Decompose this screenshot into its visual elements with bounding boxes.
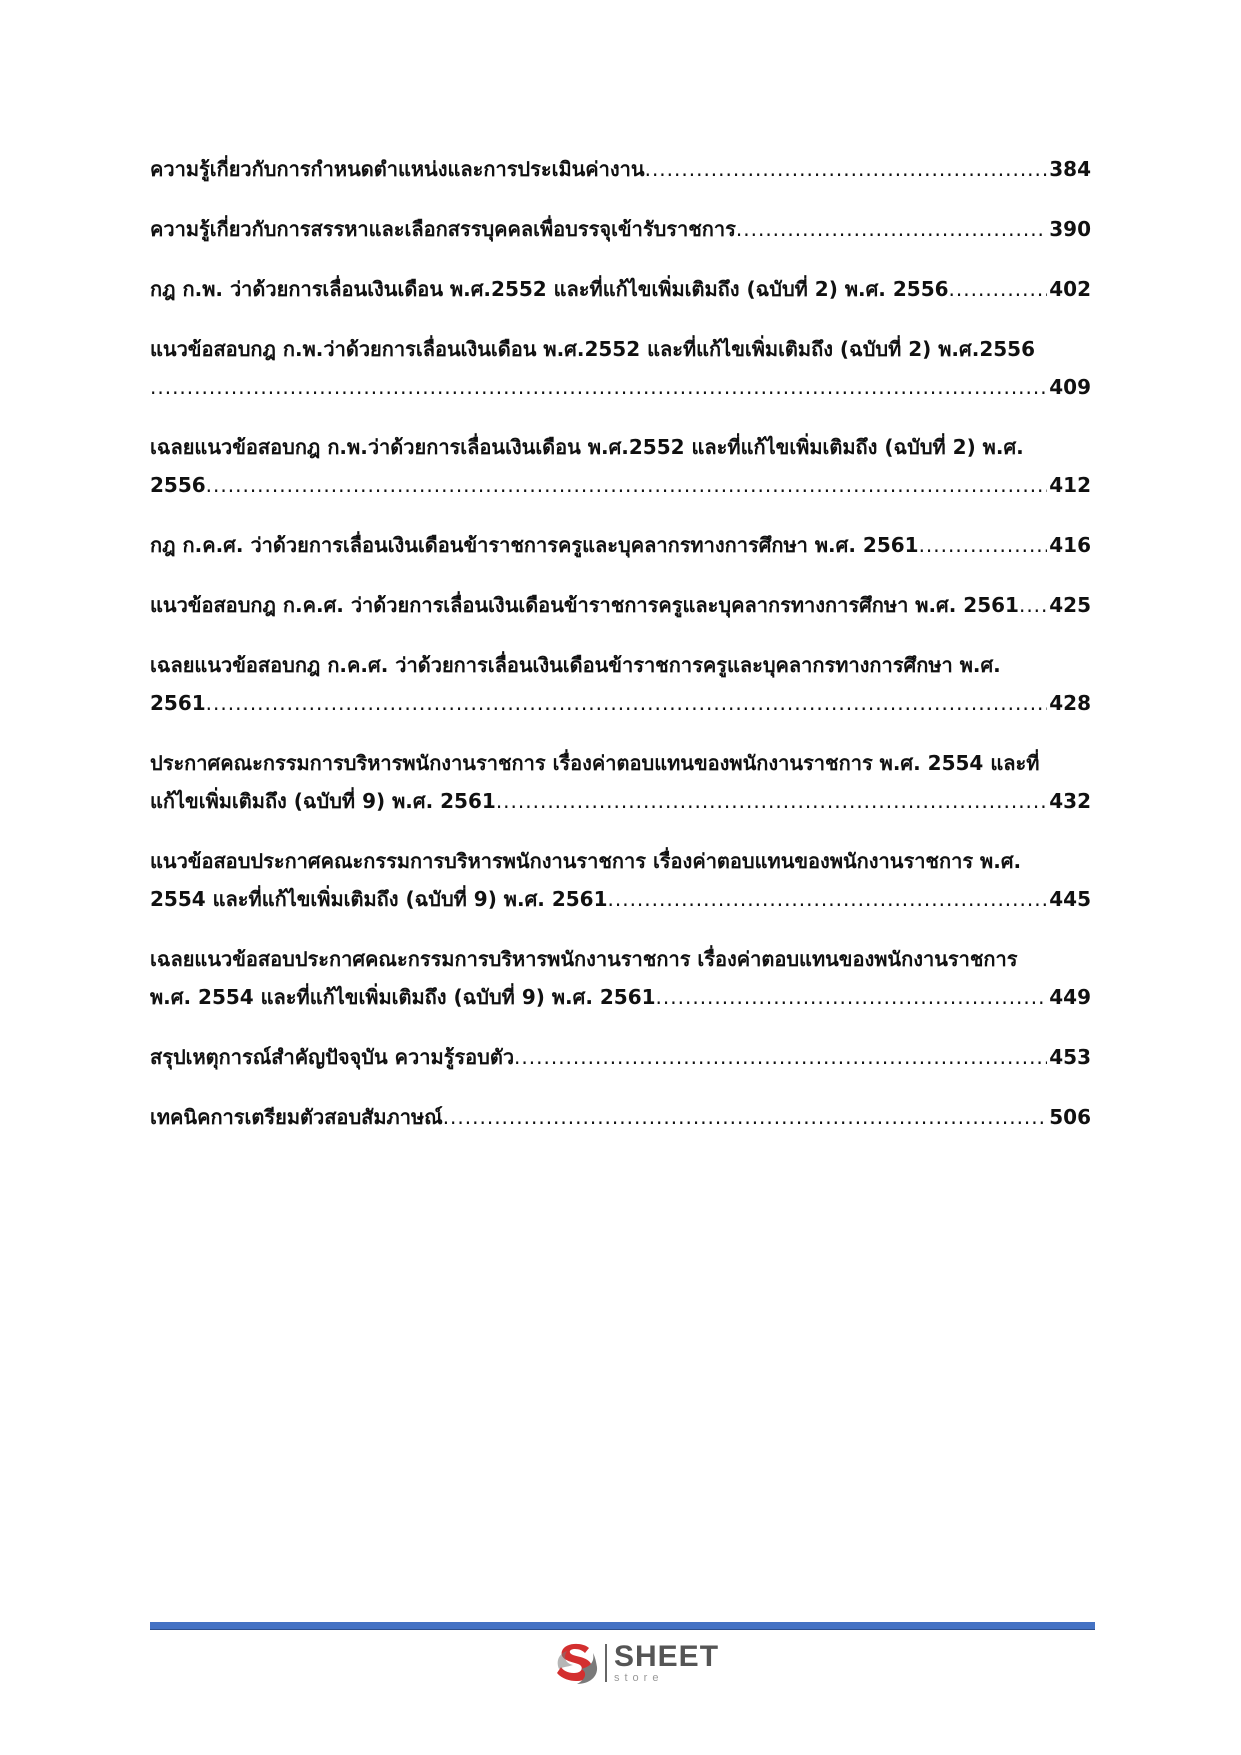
toc-entry[interactable] xyxy=(150,210,1091,248)
toc-entry-line xyxy=(150,842,1091,880)
dot-leader xyxy=(1019,586,1047,624)
dot-leader xyxy=(496,782,1047,820)
toc-entry-line xyxy=(150,1038,1091,1076)
toc-page-number: 432 xyxy=(1049,789,1091,813)
toc-entry-line xyxy=(150,744,1091,782)
toc-entry-line xyxy=(150,270,1091,308)
toc-entry[interactable] xyxy=(150,646,1091,722)
dot-leader xyxy=(206,466,1048,504)
toc-entry-title: เฉลยแนวข้อสอบกฎ ก.พ.ว่าด้วยการเลื่อนเงินเดือน พ.ศ.2552 และที่แก้ไขเพิ่มเติมถึง (ฉบับที่ 2) พ.ศ. xyxy=(150,435,1024,459)
table-of-contents xyxy=(150,150,1091,1158)
toc-page-number: 453 xyxy=(1049,1045,1091,1069)
toc-entry-line xyxy=(150,586,1091,624)
logo-separator xyxy=(605,1644,607,1682)
toc-entry-line xyxy=(150,428,1091,466)
toc-entry-title: แนวข้อสอบกฎ ก.พ.ว่าด้วยการเลื่อนเงินเดือน พ.ศ.2552 และที่แก้ไขเพิ่มเติมถึง (ฉบับที่ 2) พ.ศ.2556 xyxy=(150,337,1035,361)
toc-entry-line xyxy=(150,978,1091,1016)
toc-entry[interactable] xyxy=(150,526,1091,564)
toc-page-number: 412 xyxy=(1049,473,1091,497)
toc-entry-title: พ.ศ. 2554 และที่แก้ไขเพิ่มเติมถึง (ฉบับที่ 9) พ.ศ. 2561 xyxy=(150,985,656,1009)
toc-entry[interactable] xyxy=(150,270,1091,308)
toc-entry-line xyxy=(150,782,1091,820)
dot-leader xyxy=(443,1098,1048,1136)
toc-entry-title: ความรู้เกี่ยวกับการกำหนดตำแหน่งและการประเมินค่างาน xyxy=(150,157,645,181)
toc-entry-line xyxy=(150,880,1091,918)
toc-entry-line xyxy=(150,940,1091,978)
toc-entry-title: แนวข้อสอบประกาศคณะกรรมการบริหารพนักงานราชการ เรื่องค่าตอบแทนของพนักงานราชการ พ.ศ. xyxy=(150,849,1022,873)
toc-entry-title: เฉลยแนวข้อสอบกฎ ก.ค.ศ. ว่าด้วยการเลื่อนเงินเดือนข้าราชการครูและบุคลากรทางการศึกษา พ.ศ. xyxy=(150,653,1001,677)
toc-entry-title: สรุปเหตุการณ์สำคัญปัจจุบัน ความรู้รอบตัว xyxy=(150,1045,515,1069)
toc-entry-title: ประกาศคณะกรรมการบริหารพนักงานราชการ เรื่องค่าตอบแทนของพนักงานราชการ พ.ศ. 2554 และที่ xyxy=(150,751,1040,775)
logo-subtext: store xyxy=(614,1672,664,1684)
toc-entry-line xyxy=(150,466,1091,504)
toc-entry-title: เฉลยแนวข้อสอบประกาศคณะกรรมการบริหารพนักงานราชการ เรื่องค่าตอบแทนของพนักงานราชการ xyxy=(150,947,1018,971)
toc-entry-line xyxy=(150,1098,1091,1136)
logo-name: SHEET xyxy=(614,1640,720,1673)
toc-entry-title: ความรู้เกี่ยวกับการสรรหาและเลือกสรรบุคคลเพื่อบรรจุเข้ารับราชการ xyxy=(150,217,736,241)
toc-entry-title: กฎ ก.ค.ศ. ว่าด้วยการเลื่อนเงินเดือนข้าราชการครูและบุคลากรทางการศึกษา พ.ศ. 2561 xyxy=(150,533,919,557)
toc-page-number: 428 xyxy=(1049,691,1091,715)
dot-leader xyxy=(645,150,1048,188)
toc-entry-title: แนวข้อสอบกฎ ก.ค.ศ. ว่าด้วยการเลื่อนเงินเดือนข้าราชการครูและบุคลากรทางการศึกษา พ.ศ. 2561 xyxy=(150,593,1019,617)
toc-entry-line xyxy=(150,526,1091,564)
toc-entry-title: กฎ ก.พ. ว่าด้วยการเลื่อนเงินเดือน พ.ศ.2552 และที่แก้ไขเพิ่มเติมถึง (ฉบับที่ 2) พ.ศ. 2556 xyxy=(150,277,949,301)
toc-entry[interactable] xyxy=(150,428,1091,504)
dot-leader xyxy=(736,210,1047,248)
toc-entry-title: 2554 และที่แก้ไขเพิ่มเติมถึง (ฉบับที่ 9) พ.ศ. 2561 xyxy=(150,887,608,911)
toc-entry-line xyxy=(150,330,1091,368)
toc-entry-title: 2556 xyxy=(150,473,206,497)
dot-leader xyxy=(206,684,1048,722)
toc-entry[interactable] xyxy=(150,1038,1091,1076)
toc-entry-title: 2561 xyxy=(150,691,206,715)
toc-entry-line xyxy=(150,150,1091,188)
toc-entry-title: แก้ไขเพิ่มเติมถึง (ฉบับที่ 9) พ.ศ. 2561 xyxy=(150,789,496,813)
toc-page-number: 384 xyxy=(1049,157,1091,181)
toc-entry[interactable] xyxy=(150,150,1091,188)
dot-leader xyxy=(656,978,1048,1016)
toc-page-number: 416 xyxy=(1049,533,1091,557)
toc-entry-line xyxy=(150,210,1091,248)
toc-entry-line xyxy=(150,646,1091,684)
toc-page-number: 425 xyxy=(1049,593,1091,617)
toc-page-number: 390 xyxy=(1049,217,1091,241)
dot-leader xyxy=(514,1038,1047,1076)
footer-rule xyxy=(150,1622,1095,1630)
toc-entry[interactable] xyxy=(150,330,1091,406)
toc-entry-title: เทคนิคการเตรียมตัวสอบสัมภาษณ์ xyxy=(150,1105,443,1129)
toc-entry-line xyxy=(150,684,1091,722)
sheet-store-s-icon xyxy=(553,1639,599,1687)
toc-page-number: 402 xyxy=(1049,277,1091,301)
dot-leader xyxy=(150,368,1047,406)
sheet-store-logo xyxy=(553,1637,719,1689)
logo-wordmark xyxy=(614,1642,719,1684)
dot-leader xyxy=(949,270,1048,308)
dot-leader xyxy=(608,880,1048,918)
toc-entry-line xyxy=(150,368,1091,406)
toc-entry[interactable] xyxy=(150,586,1091,624)
dot-leader xyxy=(919,526,1048,564)
toc-page-number: 445 xyxy=(1049,887,1091,911)
toc-entry[interactable] xyxy=(150,940,1091,1016)
toc-page-number: 409 xyxy=(1049,375,1091,399)
toc-entry[interactable] xyxy=(150,1098,1091,1136)
toc-entry[interactable] xyxy=(150,842,1091,918)
toc-entry[interactable] xyxy=(150,744,1091,820)
toc-page-number: 506 xyxy=(1049,1105,1091,1129)
toc-page-number: 449 xyxy=(1049,985,1091,1009)
